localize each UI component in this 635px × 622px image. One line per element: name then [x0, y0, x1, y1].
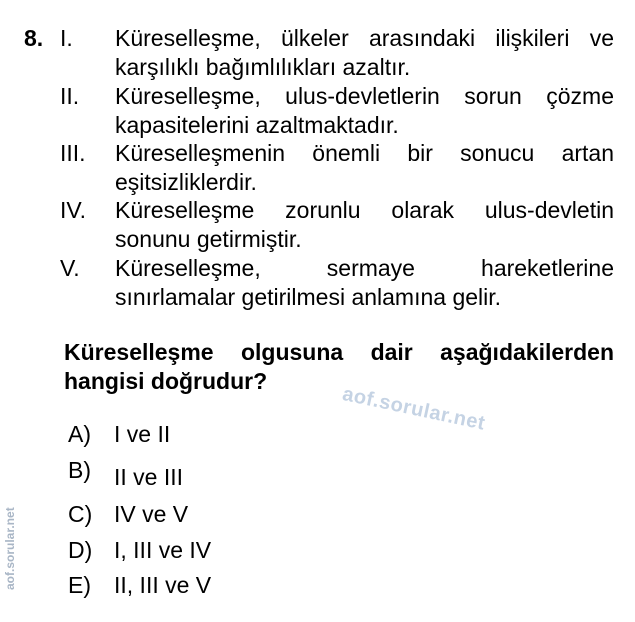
statement-5 [60, 254, 614, 312]
statement-3 [60, 139, 614, 197]
option-b[interactable] [68, 457, 184, 492]
statement-text: Küreselleşme, sermaye hareketlerine sınırlamalar getirilmesi anlamına gelir. [115, 255, 614, 310]
option-c[interactable] [68, 500, 188, 529]
statement-text: Küreselleşmenin önemli bir sonucu artan eşitsizliklerdir. [115, 140, 614, 195]
statement-numeral: IV. [60, 197, 87, 223]
question-number: 8. [24, 25, 44, 51]
option-e[interactable] [68, 571, 211, 600]
option-text: II ve III [114, 464, 184, 490]
option-text: I, III ve IV [114, 537, 212, 563]
option-text: II, III ve V [114, 572, 212, 598]
option-a[interactable] [68, 420, 170, 449]
question-stem: Küreselleşme olgusuna dair aşağıdakilerden hangisi doğrudur? [64, 339, 614, 394]
statement-4 [60, 196, 614, 254]
option-letter: B) [68, 457, 91, 483]
statement-text: Küreselleşme zorunlu olarak ulus-devletin sonunu getirmiştir. [115, 197, 614, 252]
statement-numeral: V. [60, 255, 80, 281]
statement-text: Küreselleşme, ulus-devletlerin sorun çözme kapasitelerini azaltmaktadır. [115, 83, 614, 138]
option-letter: A) [68, 421, 91, 447]
statement-1 [60, 24, 614, 82]
statement-numeral: I. [60, 25, 73, 51]
watermark-center: aof.sorular.net [340, 383, 488, 435]
watermark-side: aof.sorular.net [3, 507, 17, 590]
statement-numeral: III. [60, 140, 86, 166]
statement-2 [60, 82, 614, 140]
option-text: I ve II [114, 421, 171, 447]
option-letter: C) [68, 501, 93, 527]
statement-numeral: II. [60, 83, 80, 109]
option-letter: D) [68, 537, 93, 563]
statement-text: Küreselleşme, ülkeler arasındaki ilişkileri ve karşılıklı bağımlılıkları azaltır. [115, 25, 614, 80]
option-text: IV ve V [114, 501, 189, 527]
option-d[interactable] [68, 536, 211, 565]
option-letter: E) [68, 572, 91, 598]
